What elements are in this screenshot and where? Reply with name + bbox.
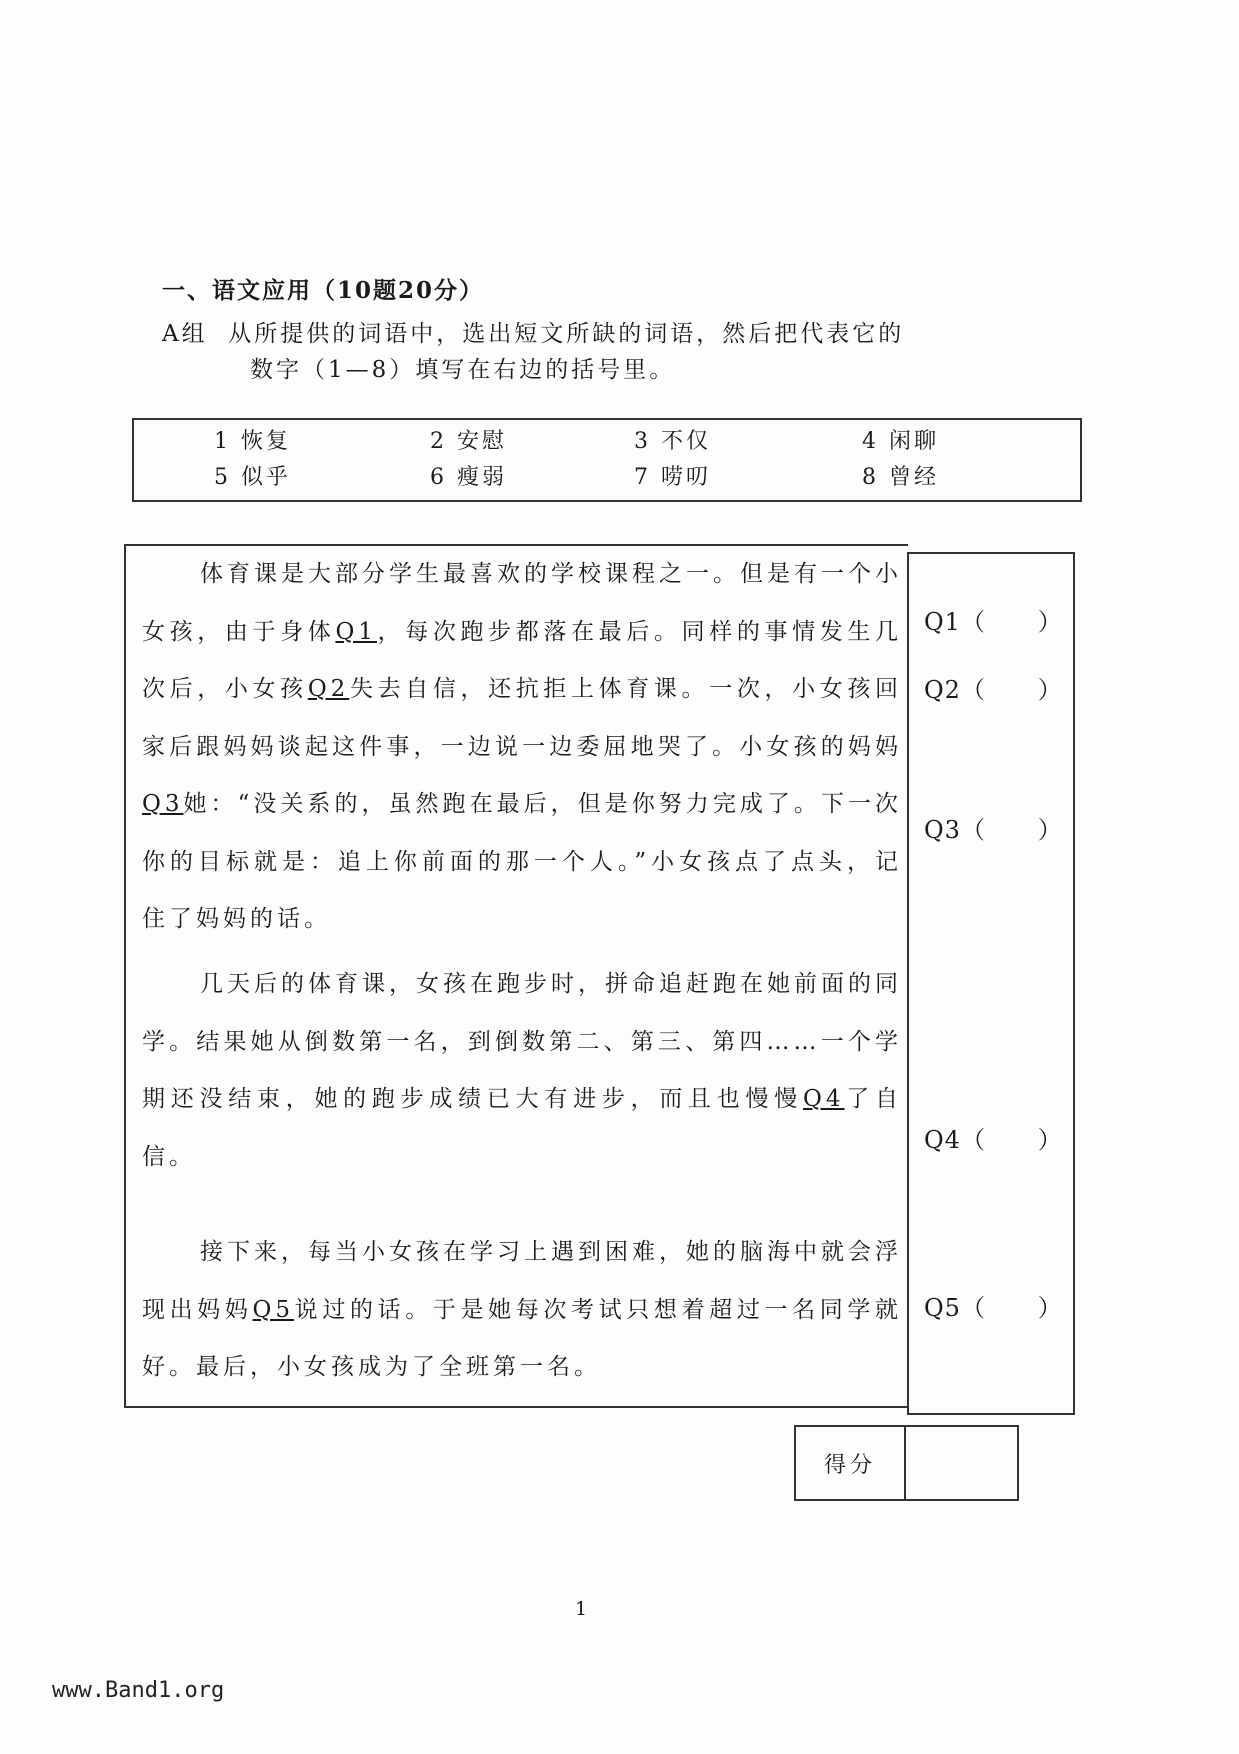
word-bank-item-3: 3 不仅 <box>634 429 712 454</box>
blank-q4: Q4 <box>803 1086 845 1112</box>
paragraph-2: 几天后的体育课，女孩在跑步时，拼命追赶跑在她前面的同学。结果她从倒数第一名，到倒数第二、第三、第四……一个学期还没结束，她的跑步成绩已大有进步，而且也慢慢Q4了自信。 <box>142 971 903 1170</box>
paragraph-3: 接下来，每当小女孩在学习上遇到困难，她的脑海中就会浮现出妈妈Q5说过的话。于是她每次考试只想着超过一名同学就好。最后，小女孩成为了全班第一名。 <box>142 1239 903 1380</box>
passage-box <box>124 544 908 1408</box>
instruction-line-2: 数字（1—8）填写在右边的括号里。 <box>250 357 676 383</box>
group-label: A组 <box>162 321 208 347</box>
word-bank-item-6: 6 瘦弱 <box>430 465 508 490</box>
answer-q2[interactable]: Q2（ ） <box>924 676 1063 704</box>
word-bank-item-8: 8 曾经 <box>862 465 940 490</box>
instruction-line-1: 从所提供的词语中，选出短文所缺的词语，然后把代表它的 <box>228 321 905 347</box>
answer-q1[interactable]: Q1（ ） <box>924 608 1063 636</box>
blank-q1: Q1 <box>335 618 377 645</box>
word-bank-item-4: 4 闲聊 <box>862 429 940 454</box>
answer-q4[interactable]: Q4（ ） <box>924 1126 1063 1154</box>
word-bank-item-2: 2 安慰 <box>430 429 508 454</box>
answer-q3[interactable]: Q3（ ） <box>924 816 1063 844</box>
score-box <box>794 1425 1019 1501</box>
answer-column <box>907 552 1075 1415</box>
word-bank-item-7: 7 唠叨 <box>634 465 712 490</box>
score-label: 得分 <box>796 1427 906 1499</box>
section-title: 一、语文应用（10题20分） <box>162 277 485 304</box>
answer-q5[interactable]: Q5（ ） <box>924 1294 1063 1322</box>
instructions <box>162 316 904 388</box>
blank-q2: Q2 <box>307 676 350 702</box>
word-bank-item-5: 5 似乎 <box>214 465 292 490</box>
page-number: 1 <box>575 1598 588 1620</box>
blank-q3: Q3 <box>142 791 184 817</box>
watermark: www.Band1.org <box>52 1678 225 1703</box>
word-bank <box>132 418 1082 502</box>
blank-q5: Q5 <box>252 1296 295 1323</box>
word-bank-item-1: 1 恢复 <box>214 429 292 454</box>
paragraph-1: 体育课是大部分学生最喜欢的学校课程之一。但是有一个小女孩，由于身体Q1，每次跑步都落在最后。同样的事情发生几次后，小女孩Q2失去自信，还抗拒上体育课。一次，小女孩回家后跟妈妈谈起这件事，一边说一边委屈地哭了。小女孩的妈妈Q3她：“没关系的，虽然跑在最后，但是你努力完成了。下一次你的目标就是：追上你前面的那一个人。”小女孩点了点头，记住了妈妈的话。 <box>142 561 903 932</box>
